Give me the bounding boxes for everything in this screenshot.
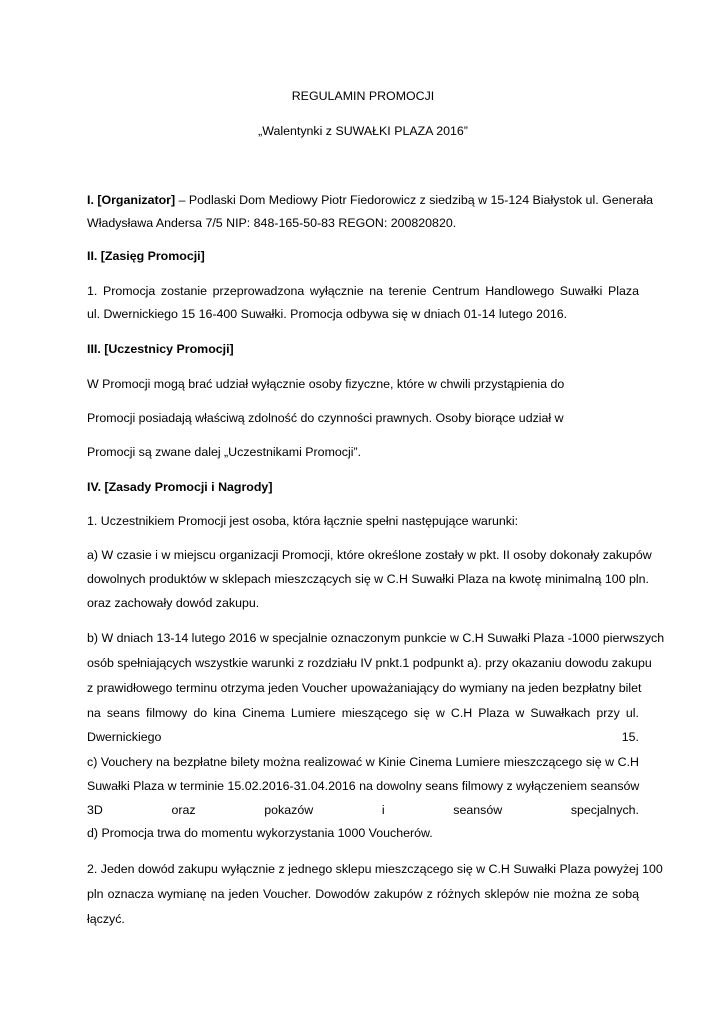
participants-line-1: W Promocji mogą brać udział wyłącznie osoby fizyczne, które w chwili przystąpienia do [87, 377, 565, 391]
rule-b-line-5 [87, 729, 639, 745]
scope-heading-text: II. [Zasięg Promocji] [87, 249, 205, 263]
organizer-line-2: Władysława Andersa 7/5 NIP: 848-165-50-83 REGON: 200820820. [87, 216, 457, 230]
participants-heading-text: III. [Uczestnicy Promocji] [87, 342, 234, 356]
rule-b-line-4: na seans filmowy do kina Cinema Lumiere mieszącego się w C.H Plaza w Suwałkach przy ul. [87, 706, 639, 720]
scope-line-2: ul. Dwernickiego 15 16-400 Suwałki. Promocja odbywa się w dniach 01-14 lutego 2016. [87, 307, 568, 321]
scope-line-1: 1. Promocja zostanie przeprowadzona wyłącznie na terenie Centrum Handlowego Suwałki Plaza [87, 284, 639, 298]
rules-paragraph-2-line-1: 2. Jeden dowód zakupu wyłącznie z jednego sklepu mieszczącego się w C.H Suwałki Plaza powyżej 100 [87, 862, 663, 876]
rules-paragraph-2-line-3: łączyć. [87, 912, 125, 926]
rule-b-line-3: z prawidłowego terminu otrzyma jeden Voucher upoważaniający do wymiany na jeden bezpłatny bilet [87, 681, 642, 695]
rule-c-line-3 [87, 802, 639, 818]
rule-b-line-5-left: Dwernickiego [87, 730, 162, 744]
rule-c-word: i [381, 803, 385, 817]
rule-c-word: specjalnych. [570, 803, 639, 817]
participants-line-2: Promocji posiadają właściwą zdolność do czynności prawnych. Osoby biorące udział w [87, 411, 564, 425]
rule-a-line-3: oraz zachowały dowód zakupu. [87, 596, 260, 610]
rule-a-line-2: dowolnych produktów w sklepach mieszczących się w C.H Suwałki Plaza na kwotę minimalną 100 pln. [87, 572, 649, 586]
rule-c-word: oraz [171, 803, 196, 817]
rule-c-word: seansów [453, 803, 503, 817]
rule-c-word: pokazów [264, 803, 314, 817]
participants-heading [87, 341, 639, 357]
participants-line-3: Promocji są zwane dalej „Uczestnikami Promocji”. [87, 445, 362, 459]
rules-paragraph-2-line-2: pln oznacza wymianę na jeden Voucher. Dowodów zakupów z różnych sklepów nie można ze sobą [87, 887, 639, 901]
document-subtitle: „Walentynki z SUWAŁKI PLAZA 2016” [258, 124, 468, 138]
rules-paragraph-1: 1. Uczestnikiem Promocji jest osoba, która łącznie spełni następujące warunki: [87, 514, 519, 528]
organizer-text: – Podlaski Dom Mediowy Piotr Fiedorowicz z siedzibą w 15-124 Białystok ul. Generała [175, 193, 654, 207]
rule-b-line-2: osób spełniających wszystkie warunki z rozdziału IV pnkt.1 podpunkt a). przy okazaniu dowodu zakupu [87, 656, 652, 670]
rule-b-line-5-right: 15. [621, 730, 639, 744]
rule-d-line-1: d) Promocja trwa do momentu wykorzystania 1000 Voucherów. [87, 826, 433, 840]
scope-heading [87, 248, 639, 264]
rule-c-word: 3D [87, 803, 103, 817]
organizer-line-1 [87, 192, 654, 208]
rule-a-line-1: a) W czasie i w miejscu organizacji Promocji, które określone zostały w pkt. II osoby dokonały zakupów [87, 548, 652, 562]
document-title: REGULAMIN PROMOCJI [291, 89, 435, 103]
rule-c-line-2: Suwałki Plaza w terminie 15.02.2016-31.04.2016 na dowolny seans filmowy z wyłączeniem seansów [87, 779, 640, 793]
rule-b-line-1: b) W dniach 13-14 lutego 2016 w specjalnie oznaczonym punkcie w C.H Suwałki Plaza -1000 pierwszych [87, 631, 665, 645]
organizer-heading: I. [Organizator] [87, 193, 176, 207]
rules-heading-text: IV. [Zasady Promocji i Nagrody] [87, 480, 273, 494]
rules-heading [87, 479, 639, 495]
rule-c-line-1: c) Vouchery na bezpłatne bilety można realizować w Kinie Cinema Lumiere mieszczącego się w C.H [87, 755, 639, 769]
